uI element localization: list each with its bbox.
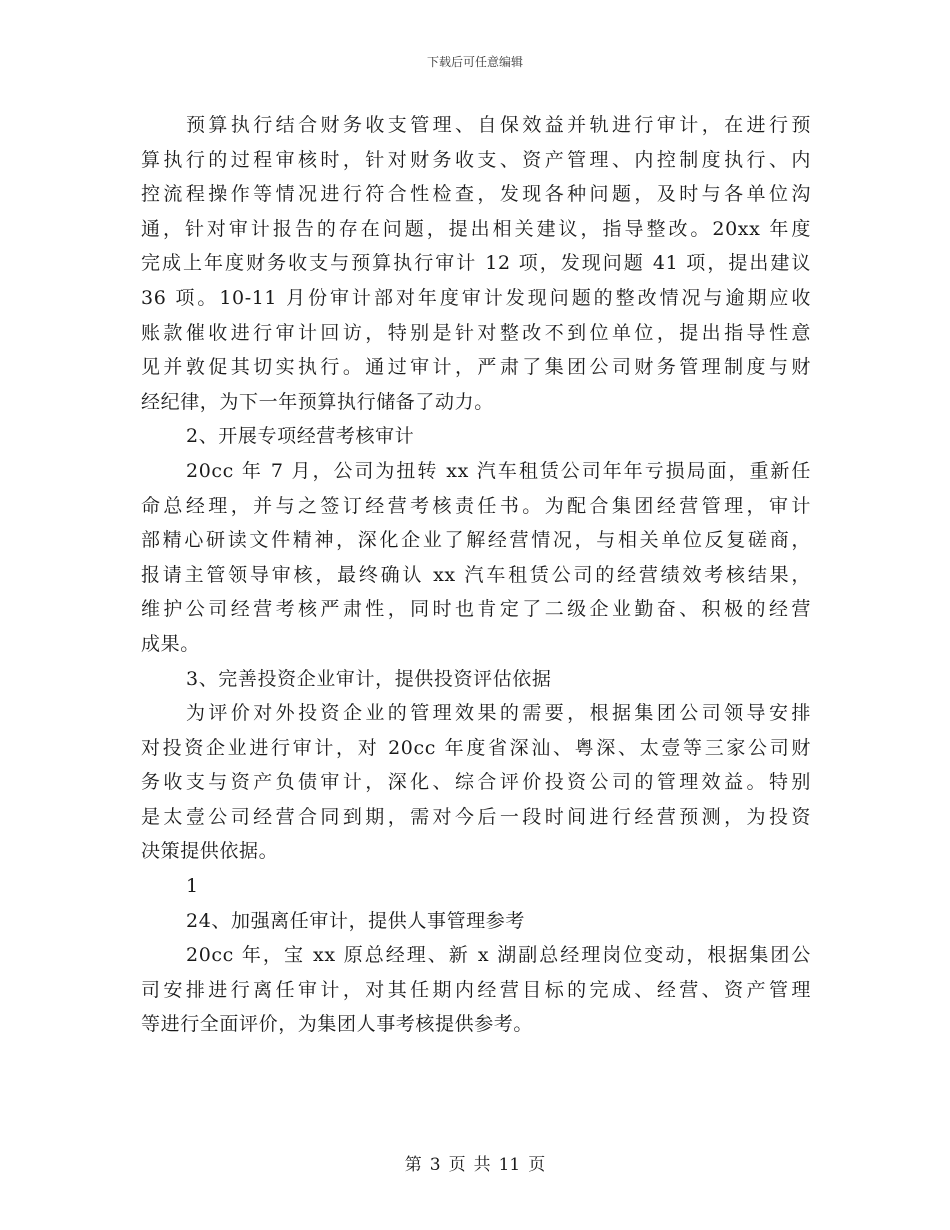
page-label-middle: 页 <box>448 1155 466 1175</box>
page-current: 3 <box>429 1155 441 1175</box>
page-total: 11 <box>498 1155 521 1175</box>
text-line: 部精心研读文件精神，深化企业了解经营情况，与相关单位反复磋商， <box>141 529 811 552</box>
page-label-suffix: 页 <box>528 1155 546 1175</box>
text-line: 20cc 年 7 月，公司为扭转 xx 汽车租赁公司年年亏损局面，重新任 <box>186 459 811 482</box>
paragraph-departure-audit <box>141 938 811 1042</box>
text-line: 对投资企业进行审计，对 20cc 年度省深汕、粤深、太壹等三家公司财 <box>141 736 811 759</box>
text-line: 20cc 年，宝 xx 原总经理、新 x 湖副总经理岗位变动，根据集团公 <box>186 944 811 967</box>
inline-number: 1 <box>186 875 199 898</box>
text-line: 为评价对外投资企业的管理效果的需要，根据集团公司领导安排 <box>186 702 811 725</box>
section-heading-2: 2、开展专项经营考核审计 <box>186 425 415 448</box>
text-line: 报请主管领导审核，最终确认 xx 汽车租赁公司的经营绩效考核结果， <box>141 563 811 586</box>
text-line: 控流程操作等情况进行符合性检查，发现各种问题，及时与各单位沟 <box>141 183 811 206</box>
text-line: 成果。 <box>141 632 200 655</box>
text-line: 命总经理，并与之签订经营考核责任书。为配合集团经营管理，审计 <box>141 494 811 517</box>
section-heading-3: 3、完善投资企业审计，提供投资评估依据 <box>186 667 552 690</box>
paragraph-investment-audit <box>141 696 811 869</box>
text-line: 决策提供依据。 <box>141 840 279 863</box>
page-label-prefix: 第 <box>404 1155 422 1175</box>
text-line: 预算执行结合财务收支管理、自保效益并轨进行审计，在进行预 <box>186 114 811 136</box>
text-line: 经纪律，为下一年预算执行储备了动力。 <box>141 390 494 413</box>
paragraph-budget-audit <box>141 108 811 419</box>
text-line: 是太壹公司经营合同到期，需对今后一段时间进行经营预测，为投资 <box>141 805 811 828</box>
text-line: 36 项。10-11 月份审计部对年度审计发现问题的整改情况与逾期应收 <box>141 286 811 309</box>
section-heading-4: 24、加强离任审计，提供人事管理参考 <box>186 909 525 932</box>
text-line: 完成上年度财务收支与预算执行审计 12 项，发现问题 41 项，提出建议 <box>141 252 811 275</box>
text-line: 司安排进行离任审计，对其任期内经营目标的完成、经营、资产管理 <box>141 978 811 1001</box>
page-header-note: 下载后可任意编辑 <box>426 55 523 69</box>
text-line: 通，针对审计报告的存在问题，提出相关建议，指导整改。20xx 年度 <box>141 217 811 240</box>
text-line: 见并敦促其切实执行。通过审计，严肃了集团公司财务管理制度与财 <box>141 356 811 379</box>
paragraph-operation-audit <box>141 454 811 662</box>
text-line: 账款催收进行审计回访，特别是针对整改不到位单位，提出指导性意 <box>141 321 811 344</box>
document-body <box>141 108 811 1042</box>
text-line: 维护公司经营考核严肃性，同时也肯定了二级企业勤奋、积极的经营 <box>141 598 811 621</box>
page-footer <box>0 1154 950 1176</box>
page-total-prefix: 共 <box>473 1155 491 1175</box>
text-line: 务收支与资产负债审计，深化、综合评价投资公司的管理效益。特别 <box>141 771 811 794</box>
text-line: 算执行的过程审核时，针对财务收支、资产管理、内控制度执行、内 <box>141 148 811 171</box>
text-line: 等进行全面评价，为集团人事考核提供参考。 <box>141 1013 534 1036</box>
